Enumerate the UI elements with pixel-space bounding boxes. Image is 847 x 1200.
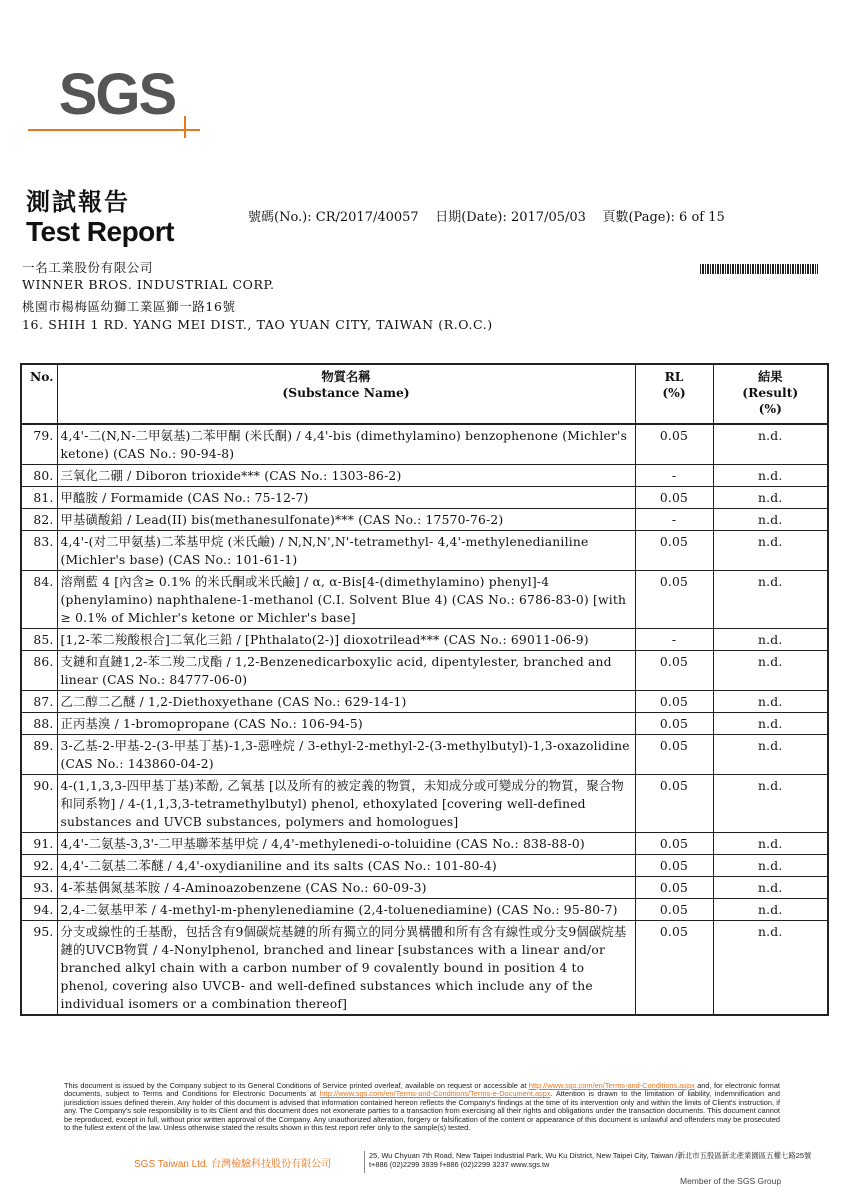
client-address-en: 16. SHIH 1 RD. YANG MEI DIST., TAO YUAN CITY, TAIWAN (R.O.C.) (22, 317, 493, 332)
logo-tick (184, 116, 186, 138)
row-result: n.d. (713, 465, 828, 487)
results-table (20, 363, 829, 1016)
logo-underline (28, 129, 200, 131)
row-substance: 4,4'-二(N,N-二甲氨基)二苯甲酮 (米氏酮) / 4,4'-bis (dimethylamino) benzophenone (Michler's ketone) (CAS No.: 90-94-8) (57, 424, 635, 465)
table-row (21, 691, 828, 713)
row-number: 86. (21, 651, 57, 691)
row-rl: 0.05 (635, 713, 713, 735)
row-result: n.d. (713, 877, 828, 899)
row-rl: 0.05 (635, 833, 713, 855)
logo-text: SGS (58, 62, 176, 127)
client-name-zh: 一名工業股份有限公司 (22, 260, 154, 275)
table-row (21, 735, 828, 775)
row-substance: 4-(1,1,3,3-四甲基丁基)苯酚, 乙氧基 [以及所有的被定義的物質，未知成分或可變成分的物質，聚合物和同系物] / 4-(1,1,3,3-tetramethylbutyl) phenol, ethoxylated [covering well-defined substances and UVCB substances, polymers and homologues] (57, 775, 635, 833)
row-substance: [1,2-苯二羧酸根合]二氧化三鉛 / [Phthalato(2-)] dioxotrilead*** (CAS No.: 69011-06-9) (57, 629, 635, 651)
row-substance: 4,4'-(对二甲氨基)二苯基甲烷 (米氏鹼) / N,N,N',N'-tetramethyl- 4,4'-methylenedianiline (Michler's base) (CAS No.: 101-61-1) (57, 531, 635, 571)
row-result: n.d. (713, 571, 828, 629)
row-result: n.d. (713, 775, 828, 833)
row-result: n.d. (713, 691, 828, 713)
row-rl: 0.05 (635, 531, 713, 571)
client-name-en: WINNER BROS. INDUSTRIAL CORP. (22, 277, 275, 292)
report-meta (248, 206, 725, 225)
row-substance: 乙二醇二乙醚 / 1,2-Diethoxyethane (CAS No.: 629-14-1) (57, 691, 635, 713)
table-row (21, 629, 828, 651)
row-result: n.d. (713, 899, 828, 921)
row-rl: 0.05 (635, 424, 713, 465)
row-result: n.d. (713, 629, 828, 651)
table-row (21, 571, 828, 629)
table-row (21, 899, 828, 921)
row-number: 91. (21, 833, 57, 855)
row-number: 81. (21, 487, 57, 509)
row-substance: 分支或線性的壬基酚，包括含有9個碳烷基鏈的所有獨立的同分異構體和所有含有線性或分支9個碳烷基鏈的UVCB物質 / 4-Nonylphenol, branched and linear [substances with a linear and/or branched alkyl chain with a carbon number of 9 covalently bound in position 4 to phenol, covering also UVCB- and well-defined substances which include any of the individual isomers or a combination thereof] (57, 921, 635, 1016)
row-rl: 0.05 (635, 487, 713, 509)
header-result: 結果 (Result) (%) (713, 364, 828, 424)
e-document-terms-link[interactable]: http://www.sgs.com/en/Terms-and-Conditions/Terms-e-Document.aspx (319, 1089, 551, 1099)
row-substance: 正丙基溴 / 1-bromopropane (CAS No.: 106-94-5) (57, 713, 635, 735)
row-rl: 0.05 (635, 571, 713, 629)
table-row (21, 921, 828, 1016)
row-number: 88. (21, 713, 57, 735)
row-substance: 4-苯基偶氮基苯胺 / 4-Aminoazobenzene (CAS No.: 60-09-3) (57, 877, 635, 899)
row-number: 93. (21, 877, 57, 899)
row-rl: 0.05 (635, 651, 713, 691)
footer-disclaimer: This document is issued by the Company subject to its General Conditions of Service printed overleaf, available on request or accessible at http://www.sgs.com/en/Terms-and-Conditions.aspx and, for electronic format documents, subject to Terms and Conditions for Electronic Documents at http://www.sgs.com/en/Terms-and-Conditions/Terms-e-Document.aspx. Attention is drawn to the limitation of liability, indemnification and jurisdiction issues defined therein. Any holder of this document is advised that information contained hereon reflects the Company's findings at the time of its intervention only and within the limits of Client's instruction, if any. The Company's sole responsibility is to its Client and this document does not exonerate parties to a transaction from exercising all their rights and obligations under the transaction documents. This document cannot be reproduced, except in full, without prior written approval of the Company. Any unauthorized alteration, forgery or falsification of the content or appearance of this document is unlawful and offenders may be prosecuted to the fullest extent of the law. Unless otherwise stated the results shown in this test report refer only to the sample(s) tested. (64, 1081, 780, 1133)
report-date: 日期(Date): 2017/05/03 (435, 210, 586, 225)
row-number: 92. (21, 855, 57, 877)
row-rl: - (635, 465, 713, 487)
sgs-logo (38, 62, 196, 142)
footer-member: Member of the SGS Group (680, 1176, 782, 1186)
row-rl: - (635, 509, 713, 531)
row-substance: 支鏈和直鏈1,2-苯二羧二戊酯 / 1,2-Benzenedicarboxylic acid, dipentylester, branched and linear (CAS No.: 84777-06-0) (57, 651, 635, 691)
terms-link[interactable]: http://www.sgs.com/en/Terms-and-Conditions.aspx (528, 1081, 695, 1090)
title-english: Test Report (26, 216, 174, 247)
row-result: n.d. (713, 735, 828, 775)
row-number: 90. (21, 775, 57, 833)
row-number: 89. (21, 735, 57, 775)
row-rl: 0.05 (635, 855, 713, 877)
footer-company: SGS Taiwan Ltd. 台灣檢驗科技股份有限公司 (134, 1159, 332, 1170)
table-row (21, 877, 828, 899)
row-result: n.d. (713, 509, 828, 531)
header-rl: RL (%) (635, 364, 713, 424)
row-substance: 甲醯胺 / Formamide (CAS No.: 75-12-7) (57, 487, 635, 509)
row-number: 83. (21, 531, 57, 571)
row-rl: 0.05 (635, 735, 713, 775)
row-rl: - (635, 629, 713, 651)
report-number: 號碼(No.): CR/2017/40057 (248, 210, 419, 225)
page-number: 頁數(Page): 6 of 15 (602, 210, 725, 225)
table-row (21, 651, 828, 691)
row-result: n.d. (713, 713, 828, 735)
row-result: n.d. (713, 833, 828, 855)
row-rl: 0.05 (635, 775, 713, 833)
row-substance: 3-乙基-2-甲基-2-(3-甲基丁基)-1,3-惡唑烷 / 3-ethyl-2-methyl-2-(3-methylbutyl)-1,3-oxazolidine (CAS No.: 143860-04-2) (57, 735, 635, 775)
row-rl: 0.05 (635, 899, 713, 921)
row-number: 95. (21, 921, 57, 1016)
row-number: 94. (21, 899, 57, 921)
table-row (21, 531, 828, 571)
title-chinese: 測試報告 (26, 187, 130, 216)
row-result: n.d. (713, 531, 828, 571)
footer-address: 25, Wu Chyuan 7th Road, New Taipei Industrial Park, Wu Ku District, New Taipei City, Taiwan /新北市五股區新北產業園區五權七路25號 t+886 (02)2299 3939 f+886 (02)2299 3237 www.sgs.tw (369, 1151, 812, 1169)
row-result: n.d. (713, 855, 828, 877)
row-number: 84. (21, 571, 57, 629)
footer-divider (364, 1151, 365, 1173)
row-result: n.d. (713, 424, 828, 465)
row-substance: 溶劑藍 4 [內含≥ 0.1% 的米氏酮或米氏鹼] / α, α-Bis[4-(dimethylamino) phenyl]-4 (phenylamino) naphthalene-1-methanol (C.I. Solvent Blue 4) (CAS No.: 6786-83-0) [with ≥ 0.1% of Michler's ketone or Michler's base] (57, 571, 635, 629)
row-number: 87. (21, 691, 57, 713)
row-substance: 三氧化二硼 / Diboron trioxide*** (CAS No.: 1303-86-2) (57, 465, 635, 487)
table-row (21, 855, 828, 877)
row-rl: 0.05 (635, 921, 713, 1016)
table-header-row (21, 364, 828, 424)
row-number: 80. (21, 465, 57, 487)
row-result: n.d. (713, 487, 828, 509)
table-row (21, 465, 828, 487)
table-row (21, 713, 828, 735)
header-substance: 物質名稱 (Substance Name) (57, 364, 635, 424)
row-result: n.d. (713, 651, 828, 691)
table-row (21, 833, 828, 855)
table-row (21, 487, 828, 509)
row-result: n.d. (713, 921, 828, 1016)
client-address-zh: 桃園市楊梅區幼獅工業區獅一路16號 (22, 299, 236, 314)
row-substance: 4,4'-二氨基-3,3'-二甲基聯苯基甲烷 / 4,4'-methylenedi-o-toluidine (CAS No.: 838-88-0) (57, 833, 635, 855)
barcode (700, 264, 818, 274)
header-no: No. (21, 364, 57, 424)
row-substance: 4,4'-二氨基二苯醚 / 4,4'-oxydianiline and its salts (CAS No.: 101-80-4) (57, 855, 635, 877)
table-row (21, 509, 828, 531)
row-number: 85. (21, 629, 57, 651)
table-row (21, 424, 828, 465)
table-row (21, 775, 828, 833)
row-rl: 0.05 (635, 877, 713, 899)
row-substance: 甲基磺酸鉛 / Lead(II) bis(methanesulfonate)*** (CAS No.: 17570-76-2) (57, 509, 635, 531)
row-substance: 2,4-二氨基甲苯 / 4-methyl-m-phenylenediamine (2,4-toluenediamine) (CAS No.: 95-80-7) (57, 899, 635, 921)
row-rl: 0.05 (635, 691, 713, 713)
row-number: 79. (21, 424, 57, 465)
row-number: 82. (21, 509, 57, 531)
